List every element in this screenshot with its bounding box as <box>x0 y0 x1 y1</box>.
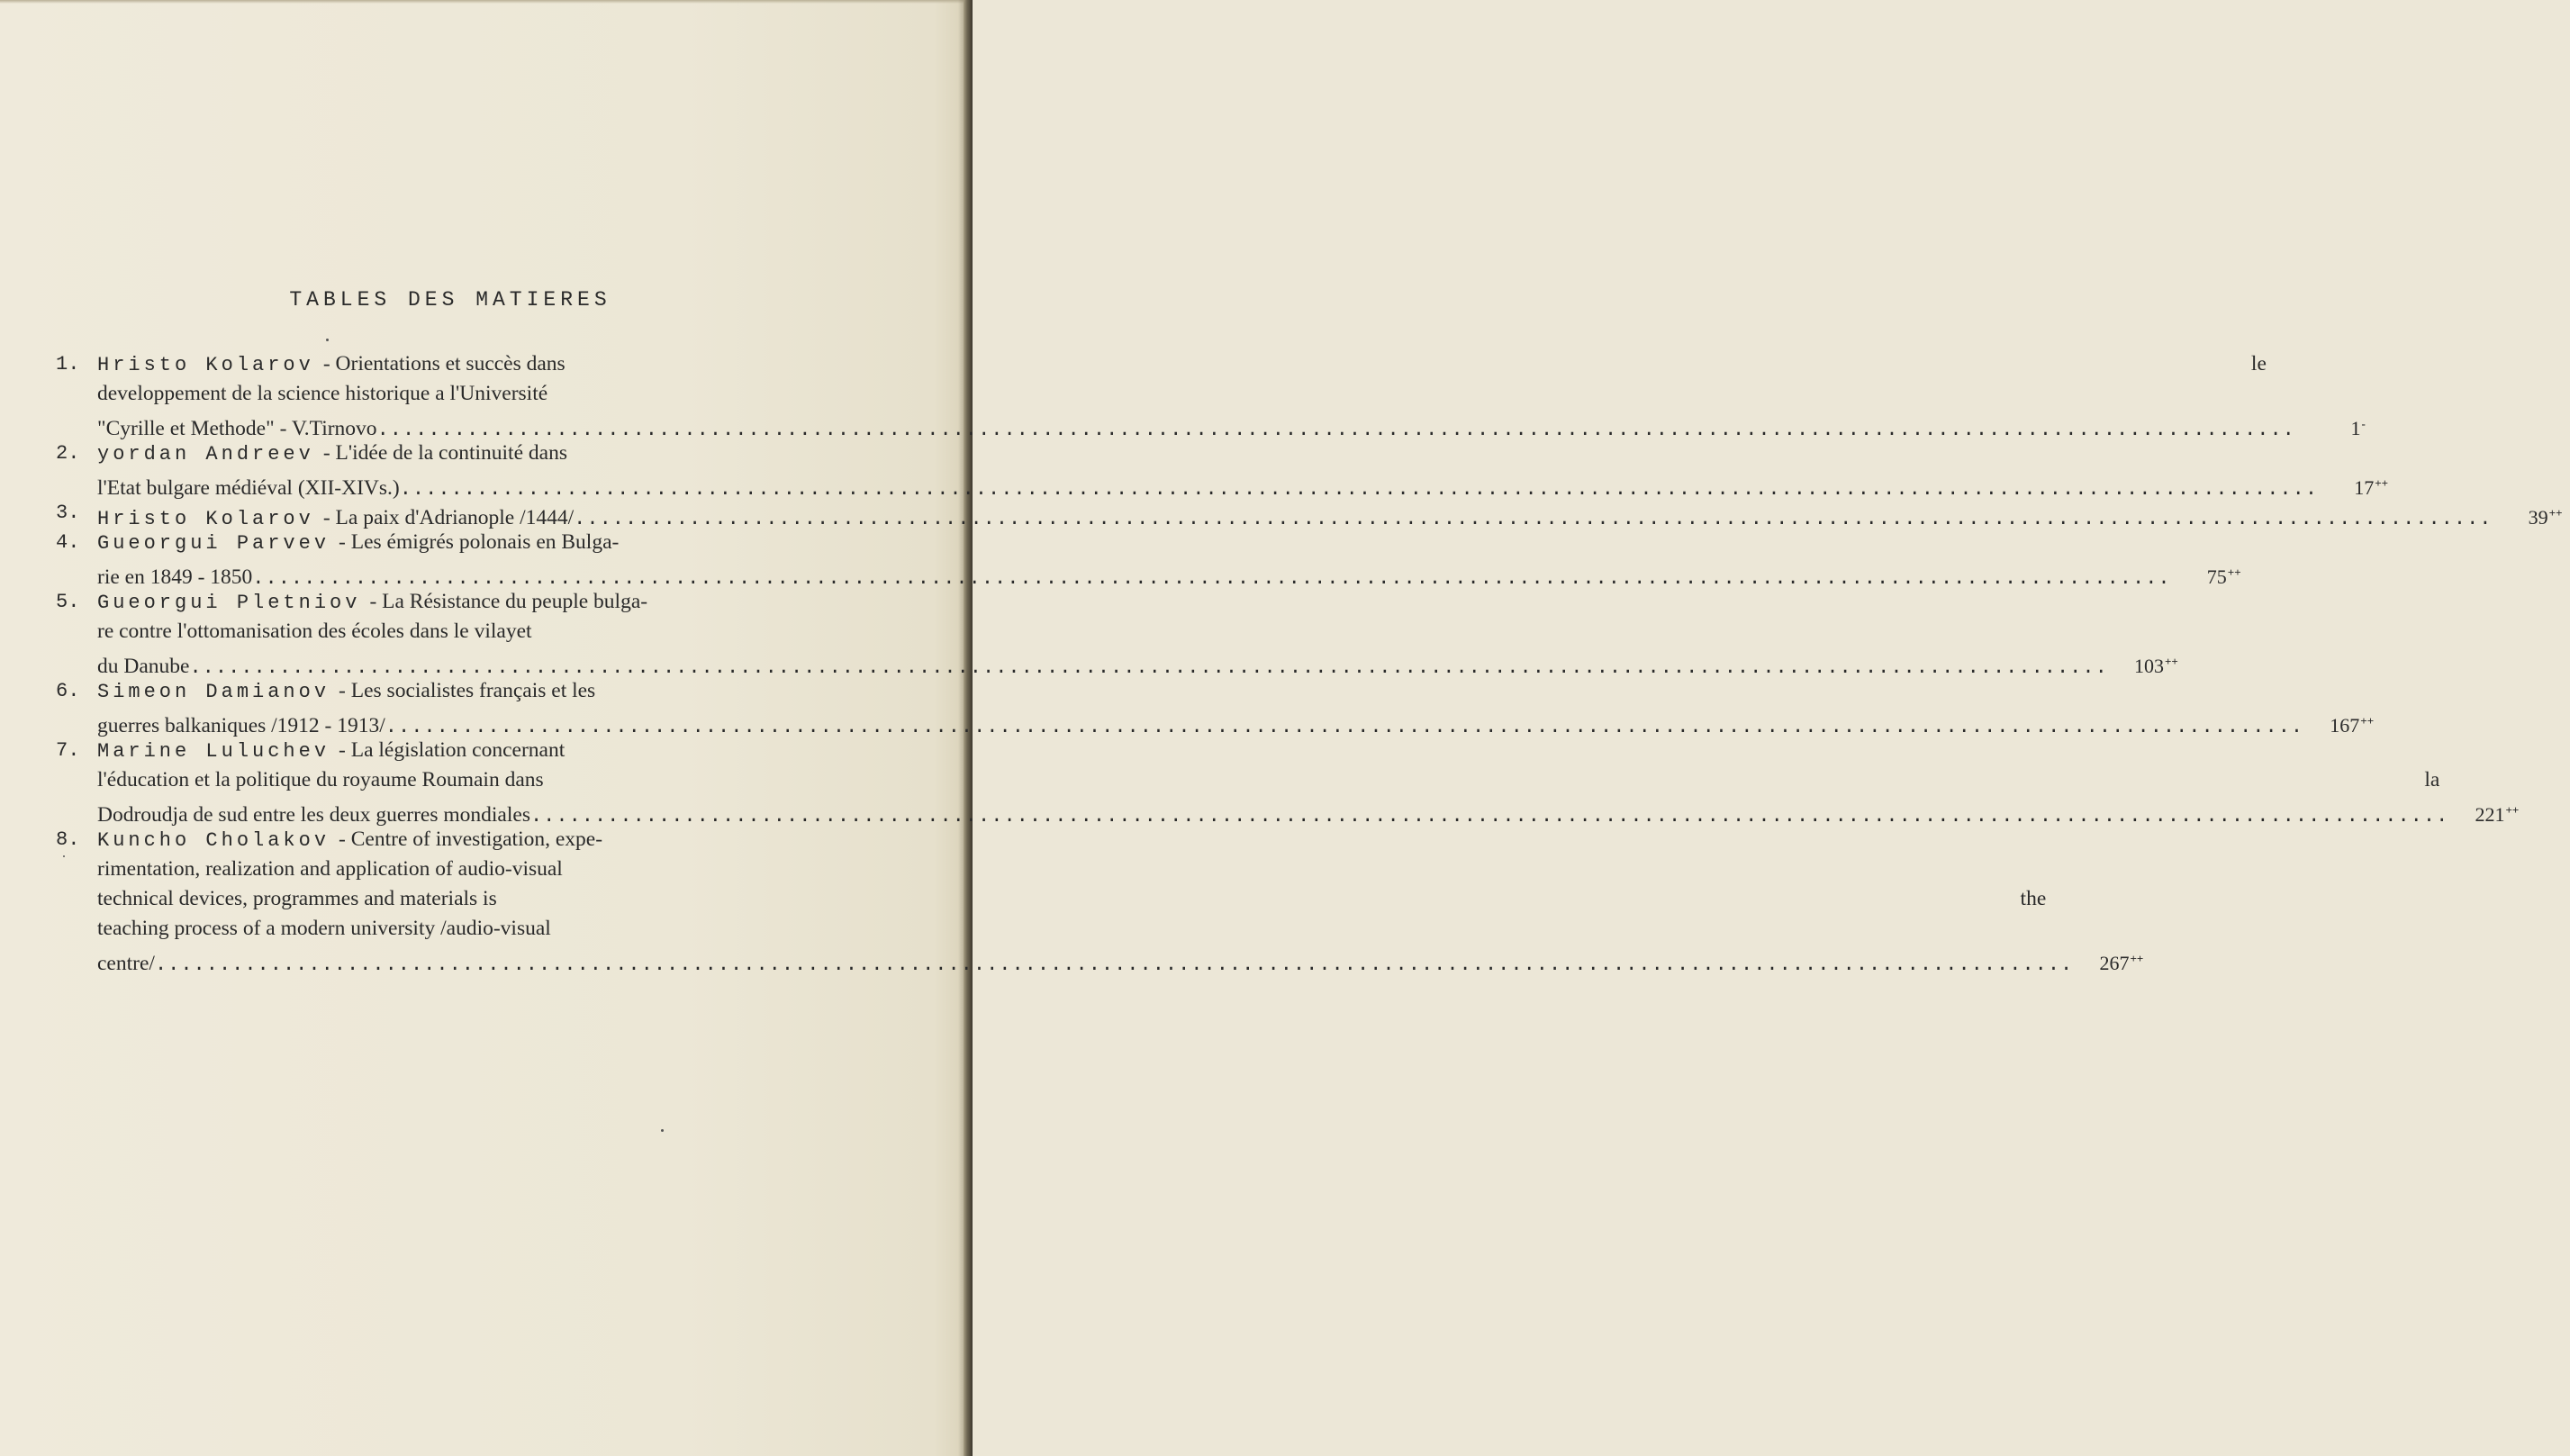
page-mark: ++ <box>2505 803 2520 817</box>
entry-title-text: guerres balkaniques /1912 - 1913/ <box>97 714 385 737</box>
page-number: 17++ <box>2354 476 2389 499</box>
toc-entry <box>56 498 2563 530</box>
entry-number: 6. <box>56 680 80 702</box>
entry-number: 4. <box>56 531 80 554</box>
entry-line <box>97 884 2150 914</box>
entry-line <box>97 825 2150 855</box>
entry-title-text: re contre l'ottomanisation des écoles dans le vilayet <box>97 619 532 643</box>
entry-title-text: - La paix d'Adrianople /1444/ <box>322 506 575 529</box>
entry-author: Gueorgui Pletniov <box>97 592 361 614</box>
entry-number: 1. <box>56 353 80 375</box>
entry-author: yordan Andreev <box>97 443 314 466</box>
stray-mark <box>661 1129 664 1132</box>
entry-line <box>97 914 2150 944</box>
entry-title-text: du Danube <box>97 655 190 678</box>
entry-title-text: Dodroudja de sud entre les deux guerres mondiales <box>97 803 530 827</box>
page-number: 75++ <box>2206 565 2241 588</box>
page-number: 267++ <box>2099 952 2144 974</box>
entry-title-text: technical devices, programmes and materials is <box>97 887 497 910</box>
entry-line <box>97 468 2395 498</box>
entry-body <box>97 587 2185 676</box>
page-mark: ++ <box>2548 506 2563 520</box>
entry-title-text: developpement de la science historique a l'Université <box>97 382 548 405</box>
page-number: 103++ <box>2133 655 2178 677</box>
page-title: TABLES DES MATIERES <box>289 288 611 312</box>
entry-line <box>97 379 2373 409</box>
entry-number: 5. <box>56 591 80 613</box>
entry-line <box>97 439 2395 468</box>
entry-title-text: - Les émigrés polonais en Bulga- <box>339 530 620 554</box>
entry-author: Gueorgui Parvev <box>97 532 330 555</box>
page-number: 1- <box>2350 417 2366 439</box>
entry-title-text: la <box>2424 768 2440 791</box>
entry-title-text: l'éducation et la politique du royaume Roumain dans <box>97 768 544 791</box>
entry-title-text: rimentation, realization and application of audio-visual <box>97 857 563 881</box>
entry-title-text: - La Résistance du peuple bulga- <box>369 590 648 613</box>
page-mark: ++ <box>2130 952 2144 965</box>
entry-title-text: - La législation concernant <box>339 738 566 762</box>
entry-line <box>97 736 2526 765</box>
entry-body <box>97 676 2381 736</box>
toc-entry <box>56 528 2241 589</box>
dot-leader <box>155 950 2073 980</box>
entry-title-text: - Orientations et succès dans <box>322 352 566 375</box>
entry-line <box>97 647 2185 676</box>
entry-author: Simeon Damianov <box>97 681 330 703</box>
entry-body <box>97 736 2526 825</box>
table-of-contents <box>56 349 2563 975</box>
page-mark: ++ <box>2360 714 2375 728</box>
entry-line <box>97 765 2526 795</box>
entry-author: Marine Luluchev <box>97 740 330 763</box>
page-mark: ++ <box>2164 655 2178 668</box>
entry-line <box>97 409 2373 439</box>
entry-line <box>97 349 2373 379</box>
toc-entry <box>56 736 2520 827</box>
entry-line <box>97 676 2381 706</box>
page-mark: ++ <box>2375 476 2389 490</box>
entry-line <box>97 855 2150 884</box>
entry-body <box>97 349 2373 439</box>
entry-title-text: the <box>2020 887 2047 910</box>
entry-line <box>97 706 2381 736</box>
toc-entry <box>56 587 2178 678</box>
entry-number: 8. <box>56 828 80 851</box>
entry-title-text: l'Etat bulgare médiéval (XII-XIVs.) <box>97 476 400 500</box>
entry-title-text: rie en 1849 - 1850 <box>97 565 253 589</box>
page-top-edge <box>0 0 973 4</box>
entry-line <box>97 587 2185 617</box>
entry-title-text: - Les socialistes français et les <box>339 679 596 702</box>
stray-mark <box>326 339 329 341</box>
entry-body <box>97 825 2150 973</box>
entry-body <box>97 439 2395 498</box>
entry-title-text: teaching process of a modern university /audio-visual <box>97 917 551 940</box>
page-number: 39++ <box>2528 506 2563 529</box>
entry-body <box>97 528 2249 587</box>
entry-title-text: centre/ <box>97 952 155 975</box>
entry-number: 7. <box>56 739 80 762</box>
page-number: 221++ <box>2475 803 2520 826</box>
entry-line <box>97 498 2570 528</box>
entry-author: Hristo Kolarov <box>97 354 314 376</box>
page-number: 167++ <box>2330 714 2375 737</box>
entry-line <box>97 528 2249 557</box>
entry-author: Hristo Kolarov <box>97 508 314 530</box>
toc-entry <box>56 349 2366 440</box>
entry-title-text: - Centre of investigation, expe- <box>339 827 603 851</box>
entry-line <box>97 795 2526 825</box>
entry-title-text: "Cyrille et Methode" - V.Tirnovo <box>97 417 377 440</box>
toc-entry <box>56 825 2144 975</box>
entry-author: Kuncho Cholakov <box>97 829 330 852</box>
page-mark: - <box>2361 417 2366 430</box>
entry-line <box>97 557 2249 587</box>
entry-number: 2. <box>56 442 80 465</box>
entry-title-text: - L'idée de la continuité dans <box>322 441 567 465</box>
entry-number: 3. <box>56 502 80 524</box>
page-mark: ++ <box>2227 565 2241 579</box>
toc-entry <box>56 439 2389 500</box>
entry-line <box>97 617 2185 647</box>
entry-body <box>97 498 2570 528</box>
entry-title-text: le <box>2250 352 2267 375</box>
toc-entry <box>56 676 2375 737</box>
entry-line <box>97 944 2150 973</box>
